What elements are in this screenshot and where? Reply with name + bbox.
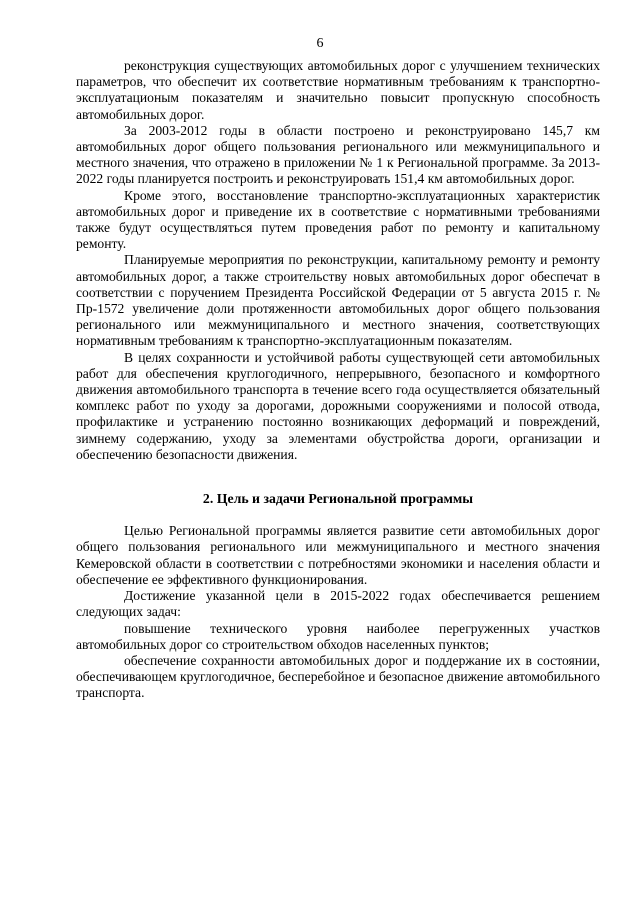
section-title: 2. Цель и задачи Региональной программы: [202, 491, 474, 507]
paragraph: За 2003-2012 годы в области построено и реконструировано 145,7 км автомобильных дорог общего пользования регионального или межмуниципального и местного значения, что отражено в приложении № 1 к Региональной программе. За 2013-2022 годы планируется построить и реконструировать 151,4 км автомобильных дорог.: [76, 122, 600, 187]
paragraph: Кроме этого, восстановление транспортно-эксплуатационных характеристик автомобильных дорог и приведение их в соответствие с нормативными требованиями также будут осуществляться путем проведения работ по ремонту и капитальному ремонту.: [76, 187, 600, 252]
paragraph: Достижение указанной цели в 2015-2022 годах обеспечивается решением следующих задач:: [76, 588, 600, 620]
paragraph: Планируемые мероприятия по реконструкции, капитальному ремонту и ремонту автомобильных дорог, а также строительству новых автомобильных дорог обеспечат в соответствии с поручением Президента Российской Федерации от 5 августа 2015 г. № Пр-1572 увеличение доли протяженности автомобильных дорог общего пользования регионального или межмуниципального и местного значения, соответствующих нормативным требованиям к транспортно-эксплуатационным показателям.: [76, 252, 600, 349]
paragraph: повышение технического уровня наиболее перегруженных участков автомобильных дорог со строительством обходов населенных пунктов;: [76, 620, 600, 652]
document-body: [76, 58, 600, 702]
paragraph: обеспечение сохранности автомобильных дорог и поддержание их в состоянии, обеспечивающем круглогодичное, бесперебойное и безопасное движение автомобильного транспорта.: [76, 652, 600, 701]
paragraph: В целях сохранности и устойчивой работы существующей сети автомобильных работ для обеспечения круглогодичного, непрерывного, безопасного и комфортного движения автомобильного транспорта в течение всего года осуществляется обязательный комплекс работ по уходу за дорогами, дорожными сооружениями и полосой отвода, профилактике и устранению постоянно возникающих деформаций и повреждений, зимнему содержанию, уходу за элементами обустройства дороги, организации и обеспечению безопасности движения.: [76, 349, 600, 462]
paragraph: Целью Региональной программы является развитие сети автомобильных дорог общего пользования регионального или межмуниципального и местного значения Кемеровской области в соответствии с потребностями экономики и населения области и обеспечение ее эффективного функционирования.: [76, 523, 600, 587]
paragraph: реконструкция существующих автомобильных дорог с улучшением технических параметров, что обеспечит их соответствие нормативным требованиям к транспортно-эксплуатационым показателям и значительно повысит пропускную способность автомобильных дорог.: [76, 58, 600, 122]
page-number: 6: [316, 36, 324, 51]
